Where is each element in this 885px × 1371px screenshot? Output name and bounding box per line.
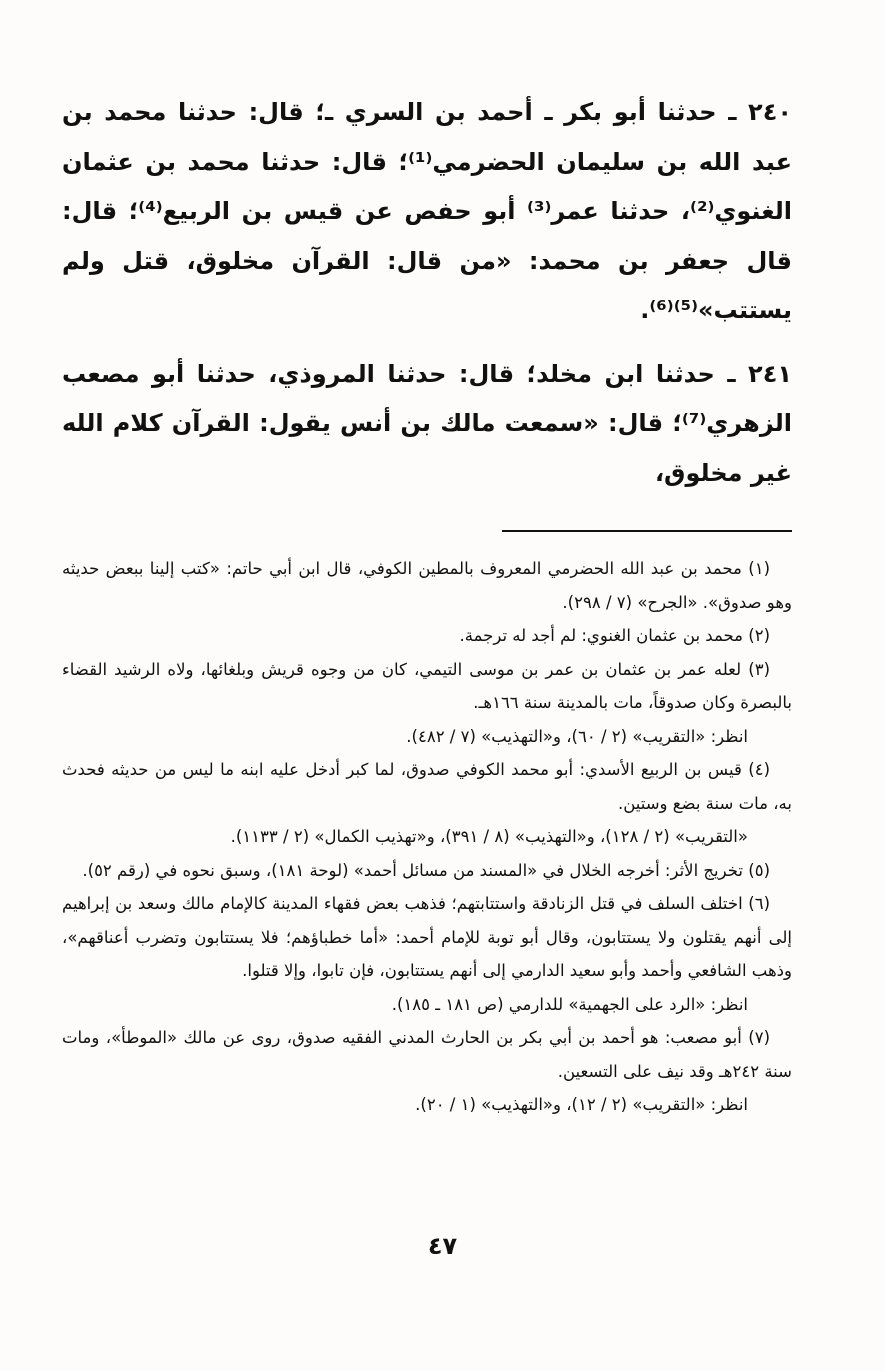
footnote-4: (٤) قيس بن الربيع الأسدي: أبو محمد الكوفي صدوق، لما كبر أدخل عليه ابنه ما ليس من حديثه فحدث به، مات سنة بضع وستين. bbox=[62, 760, 792, 813]
footnote-1: (١) محمد بن عبد الله الحضرمي المعروف بالمطين الكوفي، قال ابن أبي حاتم: «كتب إلينا ببعض حديثه وهو صدوق». «الجرح» (٧ / ٢٩٨). bbox=[62, 559, 792, 612]
footnote-6: (٦) اختلف السلف في قتل الزنادقة واستتابتهم؛ فذهب بعض فقهاء المدينة كالإمام مالك وسعد بن إبراهيم إلى أنهم يقتلون ولا يستتابون، وقال أبو توبة للإمام أحمد: «أما خطباؤهم؛ فلا يستتابون وتضرب أعناقهم»، وذهب الشافعي وأحمد وأبو سعيد الدارمي إلى أنهم يستتابون، فإن تابوا، وإلا قتلوا. bbox=[62, 894, 792, 980]
footnote-separator bbox=[502, 530, 792, 532]
hadith-240: ٢٤٠ ـ حدثنا أبو بكر ـ أحمد بن السري ـ؛ قال: حدثنا محمد بن عبد الله بن سليمان الحضرمي⁽¹⁾؛ قال: حدثنا محمد بن عثمان الغنوي⁽²⁾، حدثنا عمر⁽³⁾ أبو حفص عن قيس بن الربيع⁽⁴⁾؛ قال: قال جعفر بن محمد: «من قال: القرآن مخلوق، قتل ولم يستتب»⁽⁵⁾⁽⁶⁾. bbox=[62, 98, 793, 324]
footnote-4-refs: «التقريب» (٢ / ١٢٨)، و«التهذيب» (٨ / ٣٩١)، و«تهذيب الكمال» (٢ / ١١٣٣). bbox=[230, 827, 748, 846]
footnote-7: (٧) أبو مصعب: هو أحمد بن أبي بكر بن الحارث المدني الفقيه صدوق، روى عن مالك «الموطأ»، ومات سنة ٢٤٢هـ وقد نيف على التسعين. bbox=[62, 1028, 792, 1081]
footnote-3-refs: انظر: «التقريب» (٢ / ٦٠)، و«التهذيب» (٧ / ٤٨٢). bbox=[406, 726, 748, 746]
footnote-3: (٣) لعله عمر بن عثمان بن عمر بن موسى التيمي، كان من وجوه قريش وبلغائها، ولاه الرشيد القضاء بالبصرة وكان صدوقاً، مات بالمدينة سنة ١٦٦هـ. bbox=[62, 659, 792, 712]
footnote-5: (٥) تخريج الأثر: أخرجه الخلال في «المسند من مسائل أحمد» (لوحة ١٨١)، وسبق نحوه في (رقم ٥٢). bbox=[82, 860, 770, 880]
hadith-241: ٢٤١ ـ حدثنا ابن مخلد؛ قال: حدثنا المروذي، حدثنا أبو مصعب الزهري⁽⁷⁾؛ قال: «سمعت مالك بن أنس يقول: القرآن كلام الله غير مخلوق، bbox=[62, 359, 792, 487]
page-body bbox=[62, 88, 792, 1122]
footnotes bbox=[62, 552, 792, 1122]
footnote-6-refs: انظر: «الرد على الجهمية» للدارمي (ص ١٨١ ـ ١٨٥). bbox=[391, 994, 748, 1014]
main-text bbox=[62, 88, 792, 498]
footnote-7-refs: انظر: «التقريب» (٢ / ١٢)، و«التهذيب» (١ / ٢٠). bbox=[415, 1095, 748, 1114]
page-number: ٤٧ bbox=[427, 1232, 458, 1260]
footnote-separator-wrap bbox=[62, 512, 792, 552]
footnote-2: (٢) محمد بن عثمان الغنوي: لم أجد له ترجمة. bbox=[459, 626, 770, 645]
